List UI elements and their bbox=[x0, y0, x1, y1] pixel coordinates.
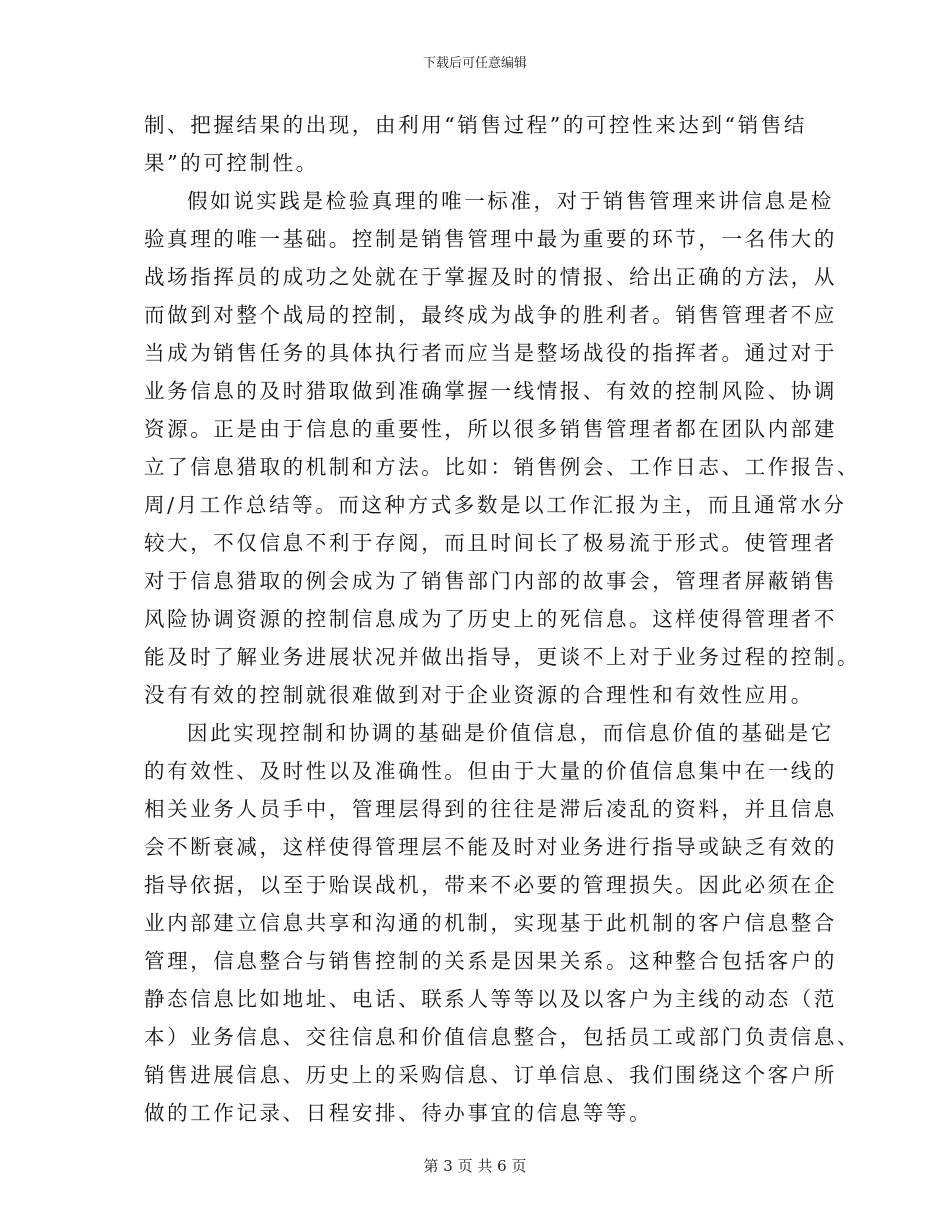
paragraph-line: 制、把握结果的出现，由利用“销售过程”的可控性来达到“销售结 bbox=[144, 113, 807, 137]
paragraph-line: 果”的可控制性。 bbox=[144, 151, 319, 175]
paragraph-line: 风险协调资源的控制信息成为了历史上的死信息。这样使得管理者不 bbox=[144, 607, 837, 631]
paragraph-line: 指导依据，以至于贻误战机，带来不必要的管理损失。因此必须在企 bbox=[144, 873, 837, 897]
page-footer: 第 3 页 共 6 页 bbox=[423, 1157, 527, 1175]
paragraph-line: 周/月工作总结等。而这种方式多数是以工作汇报为主，而且通常水分 bbox=[144, 493, 847, 517]
paragraph-line: 对于信息猎取的例会成为了销售部门内部的故事会，管理者屏蔽销售 bbox=[144, 569, 837, 593]
paragraph-line: 静态信息比如地址、电话、联系人等等以及以客户为主线的动态（范 bbox=[144, 987, 837, 1011]
page-header: 下载后可任意编辑 bbox=[422, 56, 527, 71]
paragraph-line: 较大，不仅信息不利于存阅，而且时间长了极易流于形式。使管理者 bbox=[144, 531, 837, 555]
paragraph-line: 管理，信息整合与销售控制的关系是因果关系。这种整合包括客户的 bbox=[144, 949, 837, 973]
paragraph-line: 假如说实践是检验真理的唯一标准，对于销售管理来讲信息是检 bbox=[187, 189, 834, 213]
paragraph-line: 验真理的唯一基础。控制是销售管理中最为重要的环节，一名伟大的 bbox=[144, 227, 837, 251]
paragraph-line: 本）业务信息、交往信息和价值信息整合，包括员工或部门负责信息、 bbox=[144, 1025, 861, 1049]
paragraph-line: 能及时了解业务进展状况并做出指导，更谈不上对于业务过程的控制。 bbox=[144, 645, 861, 669]
paragraph-line: 销售进展信息、历史上的采购信息、订单信息、我们围绕这个客户所 bbox=[144, 1063, 837, 1087]
paragraph-line: 业内部建立信息共享和沟通的机制，实现基于此机制的客户信息整合 bbox=[144, 911, 837, 935]
paragraph-line: 因此实现控制和协调的基础是价值信息，而信息价值的基础是它 bbox=[187, 721, 834, 745]
document-body bbox=[144, 106, 861, 1132]
paragraph-line: 立了信息猎取的机制和方法。比如：销售例会、工作日志、工作报告、 bbox=[144, 455, 861, 479]
paragraph-line: 做的工作记录、日程安排、待办事宜的信息等等。 bbox=[144, 1101, 653, 1125]
paragraph-line: 而做到对整个战局的控制，最终成为战争的胜利者。销售管理者不应 bbox=[144, 303, 837, 327]
paragraph-line: 资源。正是由于信息的重要性，所以很多销售管理者都在团队内部建 bbox=[144, 417, 837, 441]
paragraph-line: 的有效性、及时性以及准确性。但由于大量的价值信息集中在一线的 bbox=[144, 759, 837, 783]
paragraph-line: 战场指挥员的成功之处就在于掌握及时的情报、给出正确的方法，从 bbox=[144, 265, 837, 289]
paragraph-line: 业务信息的及时猎取做到准确掌握一线情报、有效的控制风险、协调 bbox=[144, 379, 837, 403]
paragraph-line: 当成为销售任务的具体执行者而应当是整场战役的指挥者。通过对于 bbox=[144, 341, 837, 365]
paragraph-line: 相关业务人员手中，管理层得到的往往是滞后凌乱的资料，并且信息 bbox=[144, 797, 837, 821]
paragraph-line: 会不断衰减，这样使得管理层不能及时对业务进行指导或缺乏有效的 bbox=[144, 835, 837, 859]
paragraph-line: 没有有效的控制就很难做到对于企业资源的合理性和有效性应用。 bbox=[144, 683, 814, 707]
